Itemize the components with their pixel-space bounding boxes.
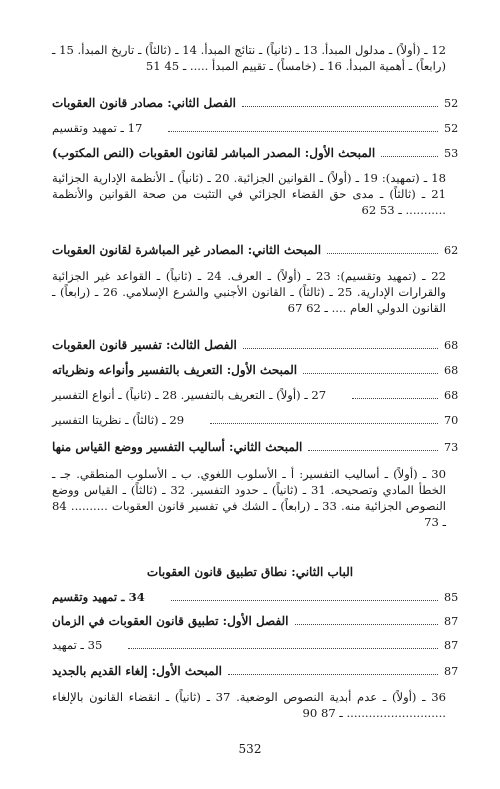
toc-dot-leader — [295, 624, 438, 625]
toc-dot-leader — [308, 450, 438, 451]
toc-dot-leader — [168, 131, 438, 132]
toc-entry-page: 52 — [444, 122, 459, 135]
toc-entry-page: 87 — [444, 639, 459, 652]
toc-entry-35 — [52, 638, 466, 653]
toc-dot-leader — [352, 398, 438, 399]
toc-entry-34 — [52, 590, 466, 605]
toc-paragraph-pages: 67 ـ 62 — [287, 301, 328, 315]
toc-entry-chapter-1 — [52, 614, 466, 629]
toc-entry-page: 62 — [444, 244, 459, 257]
toc-entry-page: 87 — [444, 615, 459, 628]
toc-entry-title: المبحث الأول: المصدر المباشر لقانون العقوبات (النص المكتوب) — [52, 146, 376, 160]
toc-paragraph-30-33 — [52, 466, 466, 530]
toc-paragraph-text: 30 ـ (أولاً) ـ أساليب التفسير: أ ـ الأسلوب اللغوي. ب ـ الأسلوب المنطقي. جـ ـ الخطأ المادي وتصحيحه. 31 ـ (ثانياً) ـ حدود التفسير. 32 ـ (ثالثاً) ـ القياس ووضع النصوص الجزائية منه. 33 ـ (رابعاً) ـ الشك في تفسير قانون العقوبات — [52, 467, 447, 513]
toc-entry-title: المبحث الأول: إلغاء القديم بالجديد — [52, 664, 223, 678]
toc-entry-page: 73 — [444, 441, 459, 454]
toc-paragraph-pages: 62 ـ 53 — [361, 203, 402, 217]
toc-dot-leader — [128, 648, 438, 649]
toc-entry-section-1 — [52, 146, 466, 161]
toc-entry-page: 53 — [444, 147, 459, 160]
toc-paragraph-36-37 — [52, 689, 466, 721]
toc-dot-leader — [381, 156, 438, 157]
toc-entry-section-2 — [52, 243, 466, 258]
toc-paragraph-text: 36 ـ (أولاً) ـ عدم أبدية النصوص الوضعية. 37 ـ (ثانياً) ـ انقضاء القانون بالإلغاء — [52, 690, 446, 704]
toc-entry-title: الفصل الثالث: تفسير قانون العقوبات — [52, 338, 237, 352]
toc-dot-leader — [242, 106, 438, 107]
toc-paragraph-pages: 90 ـ 87 — [302, 706, 343, 720]
toc-entry-title: المبحث الثاني: أساليب التفسير ووضع القياس منها — [52, 440, 303, 454]
toc-entry-title: 34 ـ تمهيد وتقسيم — [52, 590, 145, 604]
toc-paragraph-18-21 — [52, 170, 466, 218]
toc-paragraph-dots: ........................... — [342, 706, 446, 720]
part-title: الباب الثاني: نطاق تطبيق قانون العقوبات — [146, 565, 354, 579]
toc-paragraph-pages: 84 ـ 73 — [52, 499, 446, 529]
toc-entry-page: 85 — [444, 591, 459, 604]
toc-entry-page: 68 — [444, 389, 459, 402]
toc-entry-title: الفصل الثاني: مصادر قانون العقوبات — [52, 96, 237, 110]
toc-entry-27-28 — [52, 388, 466, 403]
toc-dot-leader — [303, 373, 438, 374]
toc-paragraph-12-16 — [52, 42, 466, 74]
toc-paragraph-dots: ........... — [401, 203, 446, 217]
toc-entry-chapter-2 — [52, 96, 466, 111]
toc-entry-chapter-3 — [52, 338, 466, 353]
toc-paragraph-dots: .... — [327, 301, 347, 315]
toc-entry-title: المبحث الأول: التعريف بالتفسير وأنواعه ونظرياته — [52, 363, 298, 377]
toc-paragraph-pages: 51 ـ 45 — [145, 59, 187, 73]
page-number: 532 — [238, 742, 262, 756]
toc-entry-title: 29 ـ (ثالثاً) ـ نظريتا التفسير — [52, 413, 185, 427]
toc-dot-leader — [171, 600, 438, 601]
toc-paragraph-text: 22 ـ (تمهيد وتقسيم): 23 ـ (أولاً) ـ العرف. 24 ـ (ثانياً) ـ القواعد غير الجزائية والقرارات الإدارية. 25 ـ (ثالثاً) ـ القانون الأجنبي والشرع الإسلامي. 26 ـ (رابعاً) ـ القانون الدولي العام — [52, 269, 446, 315]
toc-entry-title: الفصل الأول: تطبيق قانون العقوبات في الزمان — [52, 614, 289, 628]
toc-entry-29 — [52, 413, 466, 428]
toc-entry-section-1b — [52, 363, 466, 378]
toc-paragraph-text: 18 ـ (تمهيد): 19 ـ (أولاً) ـ القوانين الجزائية. 20 ـ (ثانياً) ـ الأنظمة الإدارية الجزائية 21 ـ (ثالثاً) ـ مدى حق القضاء الجزائي في التثبت من صحة القوانين والأنظمة — [52, 171, 446, 201]
toc-paragraph-22-26 — [52, 268, 466, 316]
toc-entry-title: 17 ـ تمهيد وتقسيم — [52, 121, 143, 135]
toc-entry-title: 35 ـ تمهيد — [52, 638, 103, 652]
toc-entry-title: المبحث الثاني: المصادر غير المباشرة لقانون العقوبات — [52, 243, 322, 257]
toc-entry-section-2b — [52, 440, 466, 455]
toc-entry-page: 68 — [444, 364, 459, 377]
toc-dot-leader — [228, 674, 438, 675]
toc-paragraph-dots: .......... — [66, 499, 108, 513]
toc-dot-leader — [327, 253, 438, 254]
toc-entry-17 — [52, 121, 466, 136]
toc-entry-page: 87 — [444, 665, 459, 678]
toc-entry-page: 52 — [444, 97, 459, 110]
toc-entry-page: 68 — [444, 339, 459, 352]
toc-dot-leader — [243, 348, 438, 349]
toc-entry-page: 70 — [444, 414, 459, 427]
toc-dot-leader — [210, 423, 438, 424]
toc-paragraph-dots: ..... — [186, 59, 209, 73]
toc-paragraph-text: 12 ـ (أولاً) ـ مدلول المبدأ. 13 ـ (ثانياً) ـ نتائج المبدأ. 14 ـ (ثالثاً) ـ تاريخ المبدأ. 15 ـ (رابعاً) ـ أهمية المبدأ. 16 ـ (خامساً) ـ تقييم المبدأ — [52, 43, 447, 73]
toc-entry-title: 27 ـ (أولاً) ـ التعريف بالتفسير. 28 ـ (ثانياً) ـ أنواع التفسير — [52, 388, 327, 402]
toc-entry-section-1c — [52, 664, 466, 679]
